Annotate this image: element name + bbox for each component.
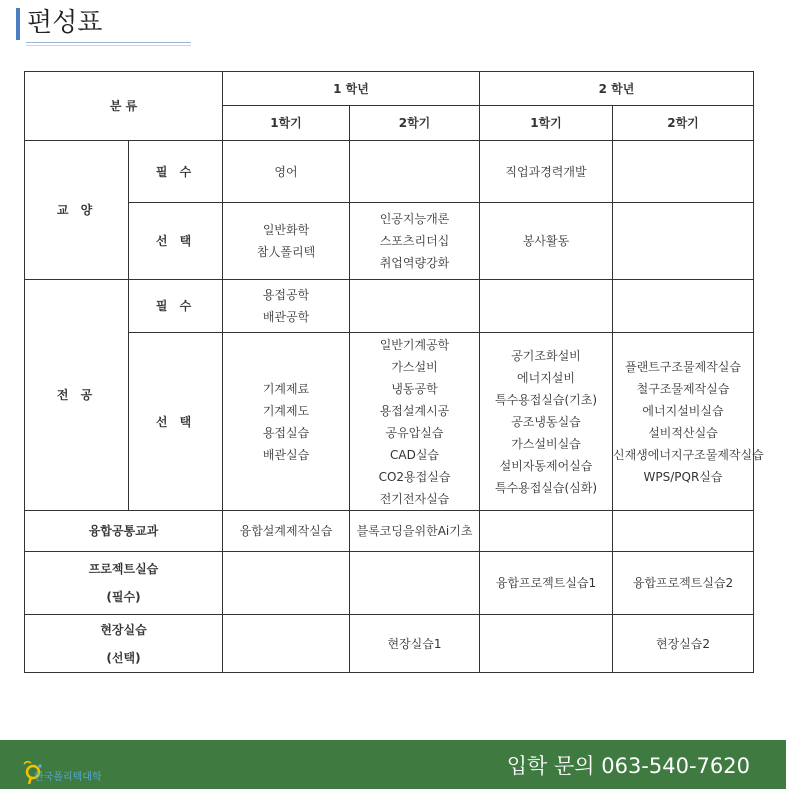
course-cell	[223, 280, 350, 333]
course-name: 가스설비실습	[511, 436, 581, 451]
admission-contact: 입학 문의 063-540-7620	[506, 754, 750, 778]
course-cell	[350, 141, 480, 203]
category-jeongong: 전 공	[25, 280, 129, 511]
course-name: 철구조물제작실습	[636, 381, 730, 396]
course-name: 용접실습	[262, 425, 310, 440]
header-row-years	[25, 72, 754, 106]
course-cell: 융합프로젝트실습1	[480, 552, 613, 615]
subcategory-seontaek: 선 택	[129, 203, 223, 280]
course-cell	[480, 280, 613, 333]
course-name: 배관실습	[262, 447, 310, 462]
course-cell	[223, 615, 350, 673]
course-cell	[613, 141, 754, 203]
page-title: 편성표	[27, 8, 103, 38]
header-semester: 1학기	[480, 106, 613, 141]
curriculum-table	[24, 71, 764, 673]
row-jeongong-pilsu	[25, 280, 754, 333]
course-cell: 융합설계제작실습	[223, 511, 350, 552]
title-accent-bar	[16, 8, 20, 40]
course-name: 특수용접실습(심화)	[494, 480, 598, 495]
header-semester: 1학기	[223, 106, 350, 141]
row-label-field: 현장실습 (선택)	[25, 615, 223, 673]
course-cell: 융합프로젝트실습2	[613, 552, 754, 615]
course-cell	[223, 552, 350, 615]
header-category: 분 류	[25, 72, 223, 141]
course-name: 설비자동제어실습	[499, 458, 593, 473]
course-cell	[350, 203, 480, 280]
header-year-1: 1 학년	[223, 72, 480, 106]
course-cell	[613, 280, 754, 333]
course-name: 기계제료	[262, 381, 310, 396]
course-cell	[480, 141, 613, 203]
course-name: 영어	[274, 164, 298, 179]
course-name: 기계제도	[262, 403, 310, 418]
course-name: 일반화학	[262, 223, 310, 237]
course-name: 봉사활동	[522, 234, 570, 248]
row-gyoyang-pilsu	[25, 141, 754, 203]
row-jeongong-seontaek	[25, 333, 754, 511]
header-year-2: 2 학년	[480, 72, 754, 106]
footer-bar	[0, 740, 786, 789]
course-name: 가스설비	[391, 359, 438, 374]
course-name: 용접설계시공	[379, 403, 450, 418]
row-project	[25, 552, 754, 615]
course-name: 공유압실습	[385, 425, 444, 440]
course-cell	[480, 203, 613, 280]
course-cell	[350, 552, 480, 615]
course-name: 직업과경력개발	[505, 164, 587, 179]
row-label-project: 프로젝트실습 (필수)	[25, 552, 223, 615]
course-name: 설비적산실습	[648, 425, 718, 440]
course-cell	[613, 203, 754, 280]
course-name: CO2용접실습	[378, 469, 451, 484]
course-name: WPS/PQR실습	[643, 469, 723, 484]
course-name: 에너지설비	[517, 370, 575, 385]
course-name: 공조냉동실습	[511, 414, 581, 429]
subcategory-pilsu: 필 수	[129, 141, 223, 203]
course-name: 에너지설비실습	[642, 403, 724, 418]
course-cell: 블록코딩을위한Ai기초	[350, 511, 480, 552]
row-yunghap	[25, 511, 754, 552]
header-semester: 2학기	[613, 106, 754, 141]
course-cell	[480, 615, 613, 673]
course-name: 신재생에너지구조물제작실습	[613, 447, 764, 462]
course-cell	[613, 511, 754, 552]
course-name: 플랜트구조물제작실습	[625, 359, 741, 374]
course-name: 인공지능개론	[379, 212, 450, 226]
course-name: 참人폴리텍	[256, 245, 316, 259]
course-name: 취업역량강화	[379, 256, 450, 270]
course-cell	[613, 333, 764, 511]
course-cell	[223, 203, 350, 280]
course-name: 일반기계공학	[379, 337, 450, 352]
course-cell: 현장실습1	[350, 615, 480, 673]
course-name: 전기전자실습	[379, 491, 450, 506]
course-name: 냉동공학	[391, 381, 438, 396]
title-underline	[26, 42, 191, 43]
course-cell	[480, 333, 613, 511]
course-cell	[350, 333, 480, 511]
row-gyoyang-seontaek	[25, 203, 754, 280]
title-underline-secondary	[26, 45, 191, 46]
course-name: 특수용접실습(기초)	[494, 392, 598, 407]
row-field	[25, 615, 754, 673]
subcategory-pilsu: 필 수	[129, 280, 223, 333]
logo-text: 한국폴리텍대학	[34, 772, 102, 783]
course-name: CAD실습	[389, 447, 439, 462]
course-name: 공기조화설비	[511, 348, 581, 363]
course-name: 배관공학	[262, 310, 310, 324]
course-name: 스포츠리더십	[379, 234, 450, 248]
course-cell	[480, 511, 613, 552]
subcategory-seontaek: 선 택	[129, 333, 223, 511]
category-gyoyang: 교 양	[25, 141, 129, 280]
course-cell	[223, 333, 350, 511]
course-cell	[350, 280, 480, 333]
course-cell	[223, 141, 350, 203]
course-cell: 현장실습2	[613, 615, 754, 673]
course-name: 용접공학	[262, 288, 310, 302]
header-semester: 2학기	[350, 106, 480, 141]
row-label-yunghap: 융합공통교과	[25, 511, 223, 552]
